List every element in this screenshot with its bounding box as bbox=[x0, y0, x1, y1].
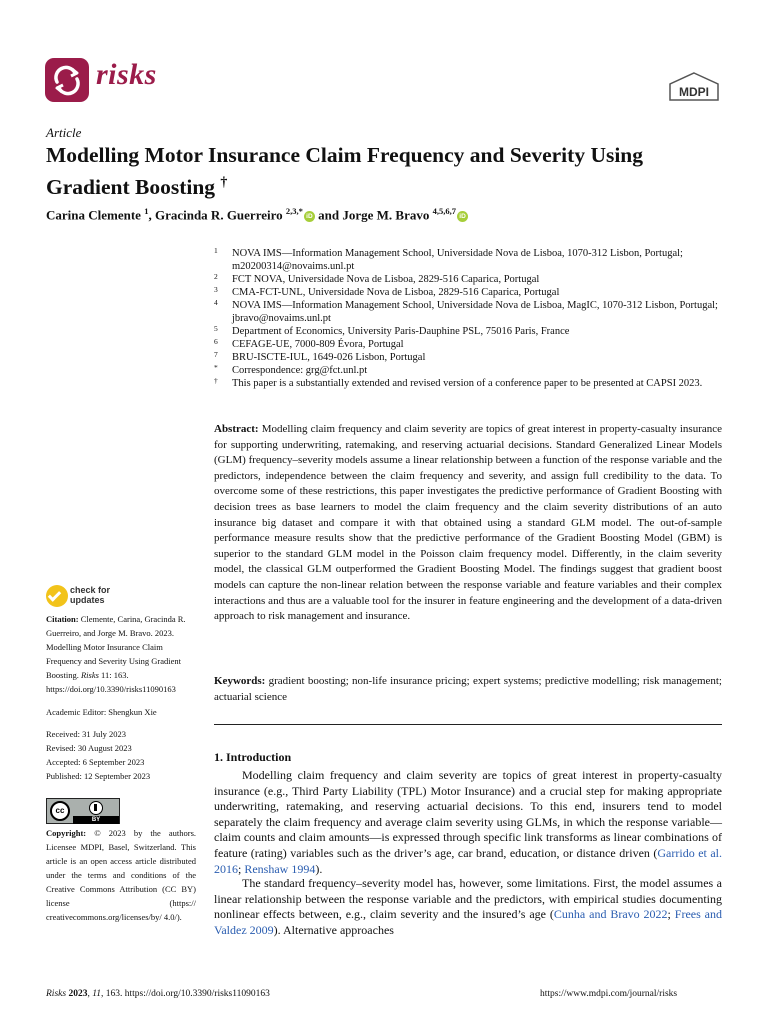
affiliation-text: Correspondence: grg@fct.unl.pt bbox=[232, 365, 368, 376]
copyright-block bbox=[46, 826, 196, 924]
footer-year: 2023 bbox=[68, 989, 88, 999]
paragraph-text: ). bbox=[315, 861, 323, 876]
footer-volume: 11 bbox=[92, 989, 101, 999]
affiliation-mark: * bbox=[214, 363, 218, 372]
date-accepted: Accepted: 6 September 2023 bbox=[46, 757, 145, 767]
affiliation-text: CMA-FCT-UNL, Universidade Nova de Lisboa, 2829-516 Caparica, Portugal bbox=[232, 287, 560, 298]
affiliation-text: Department of Economics, University Paris-Dauphine PSL, 75016 Paris, France bbox=[232, 326, 570, 337]
citation-link[interactable]: Cunha and Bravo 2022 bbox=[553, 907, 668, 922]
citation-link[interactable]: Frees and Valdez 2009 bbox=[214, 907, 722, 937]
author-affil-mark: 2,3,* bbox=[285, 206, 303, 216]
journal-name[interactable]: risks bbox=[96, 58, 157, 91]
affiliation-item bbox=[214, 351, 726, 364]
affiliation-text: BRU-ISCTE-IUL, 1649-026 Lisbon, Portugal bbox=[232, 352, 426, 363]
academic-editor: Academic Editor: Shengkun Xie bbox=[46, 707, 157, 717]
affiliation-mark: 7 bbox=[214, 350, 218, 359]
date-published: Published: 12 September 2023 bbox=[46, 771, 151, 781]
intro-paragraph: Modelling claim frequency and claim severity are topics of great interest in property-casualty insurance (e.g., Third Party Liability (TPL) Motor Insurance) and a crucial step for making appropriate underwriting, ratemaking, and reserving actuarial decisions. To this end, insurers tend to model separately the claim frequency and average claim severity using GLMs, in which the response variable—claim counts and claim amounts—is expressed through specific link transforms as linear combinations of feature (rating) variables such as the driver’s age, car brand, education, or distance driven (Garrido et al. 2016; Renshaw 1994). bbox=[214, 768, 722, 876]
affiliation-text: CEFAGE-UE, 7000-809 Évora, Portugal bbox=[232, 339, 404, 350]
author-separator: , bbox=[148, 207, 155, 223]
affiliation-item bbox=[214, 247, 726, 273]
citation-block bbox=[46, 612, 196, 696]
citation-journal: Risks bbox=[80, 670, 99, 680]
cc-icon: cc bbox=[50, 801, 70, 821]
affiliation-mark: 4 bbox=[214, 298, 218, 307]
author-name[interactable]: Jorge M. Bravo bbox=[342, 207, 430, 223]
check-icon bbox=[46, 585, 68, 607]
affiliation-text: NOVA IMS—Information Management School, Universidade Nova de Lisboa, 1070-312 Lisbon, Portugal; m20200314@novaims.unl.pt bbox=[232, 248, 683, 272]
date-revised: Revised: 30 August 2023 bbox=[46, 743, 132, 753]
affiliation-mark: † bbox=[214, 376, 218, 385]
author-separator: and bbox=[314, 207, 343, 223]
affiliation-item bbox=[214, 286, 726, 299]
paragraph-text: The standard frequency–severity model has, however, some limitations. First, the model assumes a linear relationship between the response variable and the predictors, with empirical studies documenting nonlinear effects between, e.g., claim severity and the insured’s age ( bbox=[214, 876, 722, 922]
footer-doi[interactable]: 163. https://doi.org/10.3390/risks11090163 bbox=[105, 989, 270, 999]
abstract bbox=[214, 422, 722, 625]
citation-doi[interactable]: 11: 163. https://doi.org/10.3390/risks11090163 bbox=[46, 670, 176, 694]
affiliation-mark: 5 bbox=[214, 324, 218, 333]
author-name[interactable]: Carina Clemente bbox=[46, 207, 141, 223]
footnote-item bbox=[214, 377, 726, 390]
person-icon bbox=[89, 801, 103, 815]
footer-citation: Risks 2023, 11, 163. https://doi.org/10.3390/risks11090163 bbox=[46, 989, 270, 999]
copyright-label: Copyright: bbox=[46, 828, 87, 838]
article-type: Article bbox=[46, 125, 82, 140]
date-received: Received: 31 July 2023 bbox=[46, 729, 127, 739]
footer-journal: Risks bbox=[46, 989, 67, 999]
affiliation-mark: 3 bbox=[214, 285, 218, 294]
footer-journal-url[interactable]: https://www.mdpi.com/journal/risks bbox=[540, 989, 678, 999]
affiliation-item bbox=[214, 273, 726, 286]
abstract-text: Modelling claim frequency and claim severity are topics of great interest in property-casualty insurance for supporting underwriting, ratemaking, and reserving actuarial decisions. Standard Generalized Linear Models (GLM) frequency–severity models assume a linear relationship between a function of the response variable and the predictors, independence between the claim frequency and severity, and assign full credibility to the data. To overcome some of these restrictions, this paper investigates the predictive performance of Gradient Boosting with decision trees as base learners to model the claim frequency and the claim severity distributions of an auto insurance big dataset and compare it with that obtained using a standard GLM model. The out-of-sample performance measure results show that the predictive performance of the Gradient Boosting Model (GBM) is superior to the standard GLM model in the Poisson claim frequency model. Differently, in the claim severity model, the classical GLM outperformed the Gradient Boosting Model. The findings suggest that gradient boost models can capture the non-linear relation between the response variable and feature variables and their complex interactions and thus are a valuable tool for the insurer in feature engineering and the development of a data-driven approach to risk management and insurance. bbox=[214, 423, 723, 623]
citation-link[interactable]: Garrido et al. 2016 bbox=[214, 845, 722, 876]
affiliation-text: NOVA IMS—Information Management School, Universidade Nova de Lisboa, MagIC, 1070-312 Lisbon, Portugal; jbravo@novaims.unl.pt bbox=[232, 300, 718, 324]
paragraph-text: ). Alternative approaches bbox=[273, 922, 394, 937]
copyright-text: © 2023 by the authors. Licensee MDPI, Basel, Switzerland. This article is an open access article distributed under the terms and conditions of the Creative Commons Attribution (CC BY) license (https:// creativecommons.org/licenses/by/ 4.0/). bbox=[46, 828, 196, 922]
check-updates-line: check for bbox=[70, 585, 111, 595]
paper-title bbox=[46, 142, 726, 201]
citation-label: Citation: bbox=[46, 614, 79, 624]
risks-logo-icon bbox=[45, 58, 89, 102]
check-updates-line: updates bbox=[70, 595, 105, 605]
check-for-updates-label bbox=[70, 585, 110, 605]
citation-text: Clemente, Carina, Gracinda R. Guerreiro, and Jorge M. Bravo. 2023. Modelling Motor Insurance Claim Frequency and Severity Using Gradient Boosting. bbox=[46, 614, 186, 680]
abstract-label: Abstract: bbox=[214, 423, 259, 435]
author-affil-mark: 4,5,6,7 bbox=[432, 206, 457, 216]
author-affil-mark: 1 bbox=[144, 206, 149, 216]
keywords bbox=[214, 674, 722, 705]
keywords-text: gradient boosting; non-life insurance pricing; expert systems; predictive modelling; risk management; actuarial science bbox=[214, 675, 722, 703]
section-heading: 1. Introduction bbox=[214, 750, 292, 764]
title-text: Modelling Motor Insurance Claim Frequency and Severity Using Gradient Boosting bbox=[46, 143, 644, 200]
author-name[interactable]: Gracinda R. Guerreiro bbox=[154, 207, 283, 223]
paragraph-text: Modelling claim frequency and claim severity are topics of great interest in property-casualty insurance (e.g., Third Party Liability (TPL) Motor Insurance) and a crucial step for making appropriate underwriting, ratemaking, and reserving actuarial decisions. To this end, insurers tend to model separately the claim frequency and average claim severity using GLMs, in which the response variable—claim counts and claim amounts—is expressed through specific link transforms as linear combinations of feature (rating) variables such as the driver’s age, car brand, education, or distance driven ( bbox=[214, 768, 722, 860]
cc-by-license-badge[interactable] bbox=[46, 798, 120, 824]
affiliation-mark: 1 bbox=[214, 246, 218, 255]
affiliation-list bbox=[214, 247, 726, 390]
publisher-name: MDPI bbox=[679, 85, 709, 99]
dates-block bbox=[46, 727, 196, 783]
correspondence-item bbox=[214, 364, 726, 377]
orcid-icon[interactable]: iD bbox=[304, 211, 315, 222]
section-divider bbox=[214, 724, 722, 725]
intro-paragraph: The standard frequency–severity model has, however, some limitations. First, the model assumes a linear relationship between the response variable and the predictors, with empirical studies documenting nonlinear effects between, e.g., claim severity and the insured’s age (Cunha and Bravo 2022; Frees and Valdez 2009). Alternative approaches bbox=[214, 876, 722, 937]
keywords-label: Keywords: bbox=[214, 675, 266, 687]
affiliation-mark: 6 bbox=[214, 337, 218, 346]
title-dagger: † bbox=[220, 175, 228, 190]
affiliation-text: FCT NOVA, Universidade Nova de Lisboa, 2829-516 Caparica, Portugal bbox=[232, 274, 540, 285]
orcid-icon[interactable]: iD bbox=[457, 211, 468, 222]
by-label: BY bbox=[73, 816, 119, 824]
citation-link[interactable]: Renshaw 1994 bbox=[244, 861, 316, 876]
author-list bbox=[46, 206, 468, 223]
affiliation-item bbox=[214, 338, 726, 351]
affiliation-item bbox=[214, 325, 726, 338]
affiliation-item bbox=[214, 299, 726, 325]
affiliation-mark: 2 bbox=[214, 272, 218, 281]
affiliation-text: This paper is a substantially extended and revised version of a conference paper to be presented at CAPSI 2023. bbox=[232, 378, 703, 389]
mdpi-logo[interactable] bbox=[668, 72, 720, 102]
